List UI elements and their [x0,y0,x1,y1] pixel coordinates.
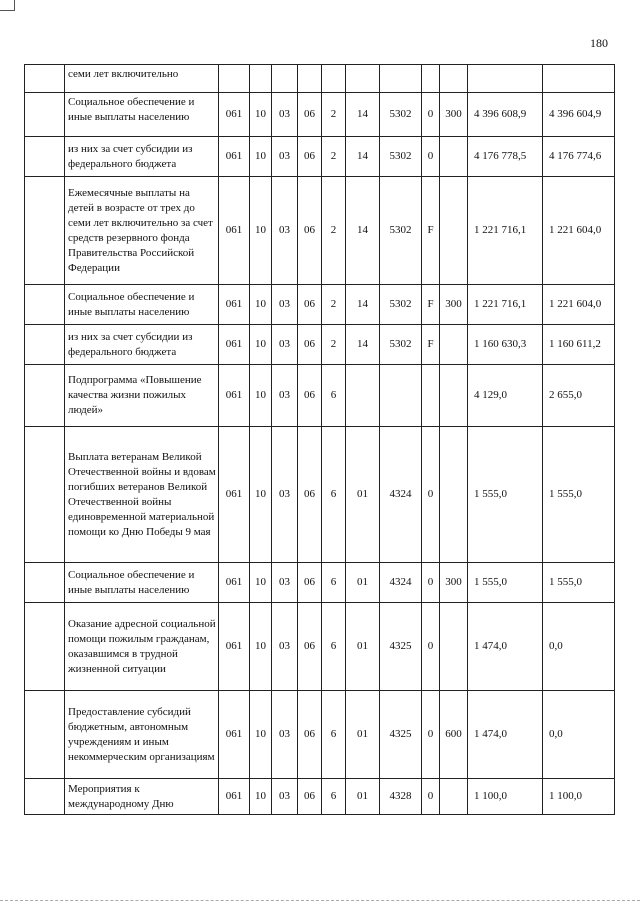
table-row [25,325,615,365]
code-cell-c9 [440,65,468,93]
code-cell-c2: 10 [250,691,272,779]
row-name: Социальное обеспечение и иные выплаты населению [65,93,219,137]
row-name: Оказание адресной социальной помощи пожилым гражданам, оказавшимся в трудной жизненной ситуации [65,603,219,691]
row-number-cell [25,137,65,177]
code-cell-c3: 03 [272,325,298,365]
row-number-cell [25,93,65,137]
code-cell-c5: 6 [322,779,346,815]
table-row [25,137,615,177]
code-cell-c2: 10 [250,137,272,177]
amount-planned: 1 555,0 [468,427,543,563]
code-cell-c8: 0 [422,691,440,779]
code-cell-c8: 0 [422,427,440,563]
row-name: Мероприятия к международному Дню [65,779,219,815]
code-cell-c9 [440,365,468,427]
code-cell-c4: 06 [298,603,322,691]
amount-executed [543,65,615,93]
code-cell-c6: 14 [346,285,380,325]
code-cell-c2: 10 [250,427,272,563]
code-cell-c1: 061 [219,325,250,365]
budget-table [24,64,615,815]
code-cell-c1: 061 [219,177,250,285]
amount-executed: 0,0 [543,603,615,691]
amount-executed: 1 555,0 [543,427,615,563]
amount-planned: 1 474,0 [468,603,543,691]
code-cell-c2: 10 [250,603,272,691]
code-cell-c3: 03 [272,427,298,563]
row-number-cell [25,177,65,285]
row-name: Социальное обеспечение и иные выплаты населению [65,563,219,603]
code-cell-c6: 01 [346,603,380,691]
code-cell-c7: 5302 [380,137,422,177]
code-cell-c1: 061 [219,285,250,325]
row-name: из них за счет субсидии из федерального бюджета [65,325,219,365]
amount-planned: 1 221 716,1 [468,177,543,285]
code-cell-c8: F [422,177,440,285]
code-cell-c1: 061 [219,603,250,691]
amount-planned: 4 129,0 [468,365,543,427]
code-cell-c6: 01 [346,779,380,815]
table-row [25,603,615,691]
code-cell-c5: 6 [322,365,346,427]
amount-planned [468,65,543,93]
code-cell-c2: 10 [250,285,272,325]
corner-mark [0,0,15,11]
row-number-cell [25,65,65,93]
code-cell-c1: 061 [219,563,250,603]
code-cell-c8: 0 [422,93,440,137]
row-name: из них за счет субсидии из федерального бюджета [65,137,219,177]
code-cell-c5: 2 [322,93,346,137]
table-row [25,365,615,427]
page-number: 180 [590,36,608,50]
code-cell-c3: 03 [272,177,298,285]
code-cell-c3: 03 [272,365,298,427]
code-cell-c7: 4324 [380,427,422,563]
code-cell-c3: 03 [272,603,298,691]
row-name: семи лет включительно [65,65,219,93]
table-row [25,779,615,815]
row-number-cell [25,365,65,427]
code-cell-c4: 06 [298,427,322,563]
code-cell-c1: 061 [219,93,250,137]
amount-planned: 4 396 608,9 [468,93,543,137]
row-name: Подпрограмма «Повышение качества жизни пожилых людей» [65,365,219,427]
row-name: Предоставление субсидий бюджетным, автономным учреждениям и иным некоммерческим организациям [65,691,219,779]
table-row [25,563,615,603]
amount-planned: 1 100,0 [468,779,543,815]
code-cell-c8 [422,365,440,427]
code-cell-c5: 2 [322,177,346,285]
code-cell-c1: 061 [219,691,250,779]
code-cell-c6 [346,65,380,93]
code-cell-c9: 300 [440,563,468,603]
code-cell-c5: 2 [322,325,346,365]
row-number-cell [25,285,65,325]
amount-executed: 1 221 604,0 [543,177,615,285]
amount-planned: 1 160 630,3 [468,325,543,365]
code-cell-c9 [440,779,468,815]
code-cell-c3: 03 [272,691,298,779]
code-cell-c6: 14 [346,177,380,285]
code-cell-c5: 6 [322,691,346,779]
code-cell-c8: F [422,285,440,325]
code-cell-c3: 03 [272,563,298,603]
table-row [25,93,615,137]
table-row [25,65,615,93]
code-cell-c4: 06 [298,325,322,365]
code-cell-c6: 14 [346,137,380,177]
amount-planned: 1 221 716,1 [468,285,543,325]
code-cell-c9 [440,137,468,177]
table-row [25,177,615,285]
code-cell-c4: 06 [298,365,322,427]
code-cell-c5: 2 [322,285,346,325]
code-cell-c6: 01 [346,427,380,563]
code-cell-c8: 0 [422,137,440,177]
code-cell-c4: 06 [298,779,322,815]
code-cell-c5: 6 [322,563,346,603]
amount-executed: 1 100,0 [543,779,615,815]
code-cell-c4: 06 [298,563,322,603]
amount-executed: 1 555,0 [543,563,615,603]
code-cell-c4: 06 [298,285,322,325]
code-cell-c9: 300 [440,285,468,325]
amount-executed: 2 655,0 [543,365,615,427]
code-cell-c9: 300 [440,93,468,137]
code-cell-c7: 5302 [380,285,422,325]
code-cell-c1: 061 [219,779,250,815]
code-cell-c5 [322,65,346,93]
code-cell-c5: 6 [322,427,346,563]
code-cell-c7: 4328 [380,779,422,815]
code-cell-c6: 01 [346,563,380,603]
code-cell-c3: 03 [272,285,298,325]
code-cell-c7: 5302 [380,177,422,285]
amount-executed: 1 160 611,2 [543,325,615,365]
code-cell-c3: 03 [272,779,298,815]
code-cell-c9 [440,427,468,563]
table-row [25,691,615,779]
code-cell-c1: 061 [219,137,250,177]
code-cell-c4: 06 [298,691,322,779]
code-cell-c9 [440,603,468,691]
code-cell-c7: 5302 [380,325,422,365]
bottom-rule [0,900,640,901]
code-cell-c7: 5302 [380,93,422,137]
code-cell-c8: 0 [422,779,440,815]
code-cell-c2 [250,65,272,93]
table-row [25,285,615,325]
code-cell-c8: 0 [422,563,440,603]
row-number-cell [25,603,65,691]
row-number-cell [25,427,65,563]
row-name: Выплата ветеранам Великой Отечественной войны и вдовам погибших ветеранов Великой Отечественной войны единовременной материальной помощи ко Дню Победы 9 мая [65,427,219,563]
code-cell-c2: 10 [250,93,272,137]
amount-planned: 1 474,0 [468,691,543,779]
code-cell-c5: 6 [322,603,346,691]
code-cell-c1 [219,65,250,93]
amount-executed: 4 396 604,9 [543,93,615,137]
code-cell-c9: 600 [440,691,468,779]
row-number-cell [25,325,65,365]
code-cell-c3: 03 [272,137,298,177]
code-cell-c8: F [422,325,440,365]
code-cell-c6: 14 [346,325,380,365]
code-cell-c7 [380,65,422,93]
amount-executed: 1 221 604,0 [543,285,615,325]
code-cell-c4: 06 [298,93,322,137]
code-cell-c7: 4324 [380,563,422,603]
row-name: Социальное обеспечение и иные выплаты населению [65,285,219,325]
code-cell-c7: 4325 [380,691,422,779]
row-number-cell [25,779,65,815]
code-cell-c5: 2 [322,137,346,177]
code-cell-c6 [346,365,380,427]
code-cell-c2: 10 [250,563,272,603]
code-cell-c8 [422,65,440,93]
code-cell-c1: 061 [219,427,250,563]
code-cell-c9 [440,325,468,365]
row-number-cell [25,691,65,779]
amount-planned: 4 176 778,5 [468,137,543,177]
row-number-cell [25,563,65,603]
code-cell-c9 [440,177,468,285]
code-cell-c3: 03 [272,93,298,137]
code-cell-c2: 10 [250,177,272,285]
amount-executed: 4 176 774,6 [543,137,615,177]
amount-executed: 0,0 [543,691,615,779]
table-row [25,427,615,563]
code-cell-c8: 0 [422,603,440,691]
code-cell-c2: 10 [250,325,272,365]
code-cell-c4: 06 [298,177,322,285]
code-cell-c1: 061 [219,365,250,427]
code-cell-c6: 14 [346,93,380,137]
code-cell-c6: 01 [346,691,380,779]
row-name: Ежемесячные выплаты на детей в возрасте от трех до семи лет включительно за счет средств резервного фонда Правительства Российской Федерации [65,177,219,285]
code-cell-c7: 4325 [380,603,422,691]
code-cell-c4: 06 [298,137,322,177]
amount-planned: 1 555,0 [468,563,543,603]
code-cell-c2: 10 [250,365,272,427]
code-cell-c7 [380,365,422,427]
code-cell-c3 [272,65,298,93]
code-cell-c2: 10 [250,779,272,815]
code-cell-c4 [298,65,322,93]
